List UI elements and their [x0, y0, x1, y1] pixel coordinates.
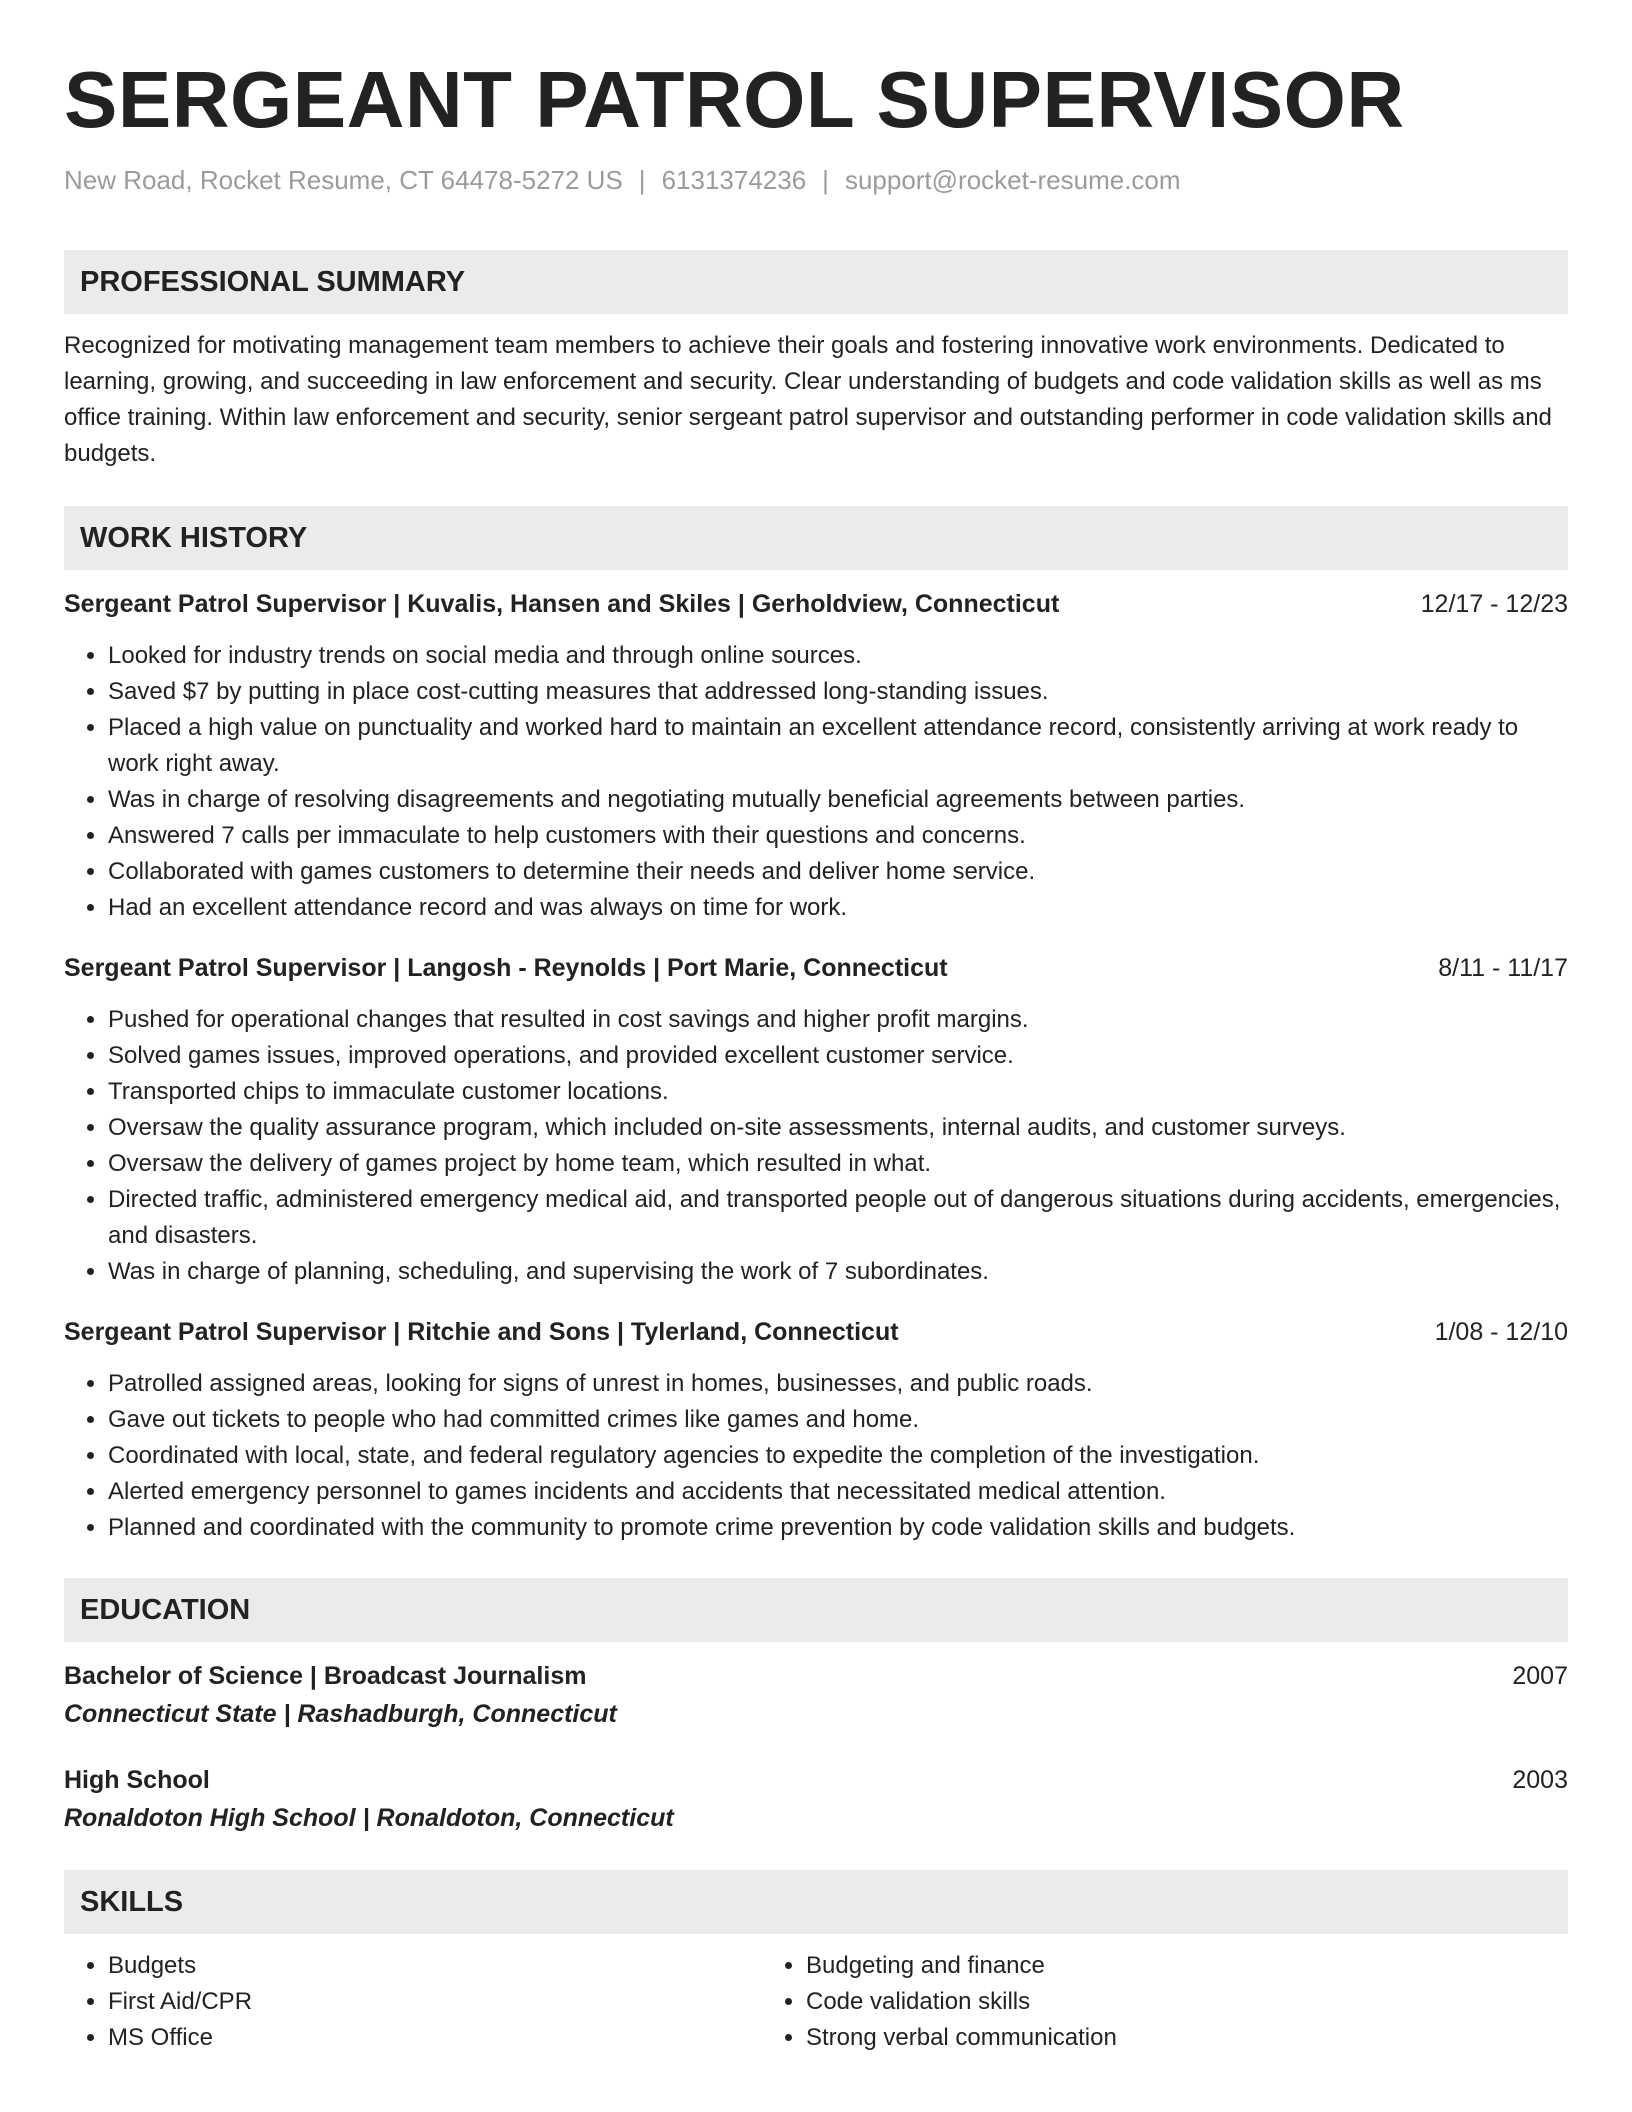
skill-item: • First Aid/CPR: [108, 1984, 762, 2020]
job-entry: [64, 586, 1568, 926]
job-header: [64, 950, 1568, 986]
skill-item: • Budgeting and finance: [806, 1948, 1460, 1984]
section-heading-skills: SKILLS: [64, 1870, 1568, 1934]
list-item: • Transported chips to immaculate customer locations.: [108, 1074, 1568, 1110]
list-item: • Pushed for operational changes that resulted in cost savings and higher profit margins.: [108, 1002, 1568, 1038]
contact-line: [64, 162, 1568, 198]
list-item: • Planned and coordinated with the community to promote crime prevention by code validation skills and budgets.: [108, 1510, 1568, 1546]
education-entry: [64, 1762, 1568, 1838]
list-item: • Had an excellent attendance record and was always on time for work.: [108, 890, 1568, 926]
education-entry: [64, 1658, 1568, 1734]
job-entry: [64, 950, 1568, 1290]
job-header: [64, 1314, 1568, 1350]
contact-separator: |: [822, 165, 829, 195]
list-item: • Oversaw the quality assurance program, which included on-site assessments, internal audits, and customer surveys.: [108, 1110, 1568, 1146]
list-item: • Saved $7 by putting in place cost-cutting measures that addressed long-standing issues.: [108, 674, 1568, 710]
education-school: Ronaldoton High School | Ronaldoton, Connecticut: [64, 1804, 674, 1832]
list-item: • Looked for industry trends on social media and through online sources.: [108, 638, 1568, 674]
list-item: • Gave out tickets to people who had committed crimes like games and home.: [108, 1402, 1568, 1438]
list-item: • Patrolled assigned areas, looking for signs of unrest in homes, businesses, and public roads.: [108, 1366, 1568, 1402]
contact-address: New Road, Rocket Resume, CT 64478-5272 US: [64, 165, 623, 195]
list-item: • Solved games issues, improved operations, and provided excellent customer service.: [108, 1038, 1568, 1074]
job-bullets: [64, 1002, 1568, 1290]
job-entry: [64, 1314, 1568, 1546]
skills-list-left: [64, 1948, 762, 2056]
job-header: [64, 586, 1568, 622]
section-heading-summary: PROFESSIONAL SUMMARY: [64, 250, 1568, 314]
contact-separator: |: [638, 165, 646, 195]
list-item: • Collaborated with games customers to determine their needs and deliver home service.: [108, 854, 1568, 890]
job-title: Sergeant Patrol Supervisor | Ritchie and Sons | Tylerland, Connecticut: [64, 1318, 899, 1346]
list-item: • Placed a high value on punctuality and worked hard to maintain an excellent attendance record, consistently arriving at work ready to work right away.: [108, 710, 1568, 782]
skills-list-right: [762, 1948, 1460, 2056]
contact-email: support@rocket-resume.com: [844, 165, 1181, 195]
list-item: • Directed traffic, administered emergency medical aid, and transported people out of dangerous situations during accidents, emergencies, and disasters.: [108, 1182, 1568, 1254]
section-heading-education: EDUCATION: [64, 1578, 1568, 1642]
education-header: [64, 1658, 1568, 1694]
list-item: • Was in charge of resolving disagreements and negotiating mutually beneficial agreements between parties.: [108, 782, 1568, 818]
education-degree: Bachelor of Science | Broadcast Journalism: [64, 1662, 587, 1690]
section-heading-work: WORK HISTORY: [64, 506, 1568, 570]
job-bullets: [64, 638, 1568, 926]
job-dates: 1/08 - 12/10: [1434, 1318, 1568, 1346]
skill-item: • Code validation skills: [806, 1984, 1460, 2020]
list-item: • Coordinated with local, state, and federal regulatory agencies to expedite the completion of the investigation.: [108, 1438, 1568, 1474]
skill-item: • MS Office: [108, 2020, 762, 2056]
summary-text: Recognized for motivating management team members to achieve their goals and fostering innovative work environments. Dedicated to learning, growing, and succeeding in law enforcement and security. Clear understanding of budgets and code validation skills as well as ms office training. Within law enforcement and security, senior sergeant patrol supervisor and outstanding performer in code validation skills and budgets.: [64, 332, 1552, 467]
list-item: • Answered 7 calls per immaculate to help customers with their questions and concerns.: [108, 818, 1568, 854]
job-bullets: [64, 1366, 1568, 1546]
job-dates: 12/17 - 12/23: [1420, 590, 1568, 618]
education-header: [64, 1762, 1568, 1798]
education-year: 2003: [1512, 1766, 1568, 1794]
resume-page: [64, 0, 1568, 2056]
contact-phone: 6131374236: [661, 165, 807, 195]
skill-item: • Budgets: [108, 1948, 762, 1984]
job-title: Sergeant Patrol Supervisor | Langosh - Reynolds | Port Marie, Connecticut: [64, 954, 948, 982]
skill-item: • Strong verbal communication: [806, 2020, 1460, 2056]
education-degree: High School: [64, 1766, 210, 1794]
skills-grid: [64, 1948, 1568, 2056]
job-title: Sergeant Patrol Supervisor | Kuvalis, Hansen and Skiles | Gerholdview, Connecticut: [64, 590, 1060, 618]
list-item: • Alerted emergency personnel to games incidents and accidents that necessitated medical attention.: [108, 1474, 1568, 1510]
education-school: Connecticut State | Rashadburgh, Connecticut: [64, 1700, 617, 1728]
list-item: • Oversaw the delivery of games project by home team, which resulted in what.: [108, 1146, 1568, 1182]
job-dates: 8/11 - 11/17: [1438, 954, 1568, 982]
resume-name: SERGEANT PATROL SUPERVISOR: [64, 55, 1405, 144]
education-year: 2007: [1512, 1662, 1568, 1690]
list-item: • Was in charge of planning, scheduling, and supervising the work of 7 subordinates.: [108, 1254, 1568, 1290]
